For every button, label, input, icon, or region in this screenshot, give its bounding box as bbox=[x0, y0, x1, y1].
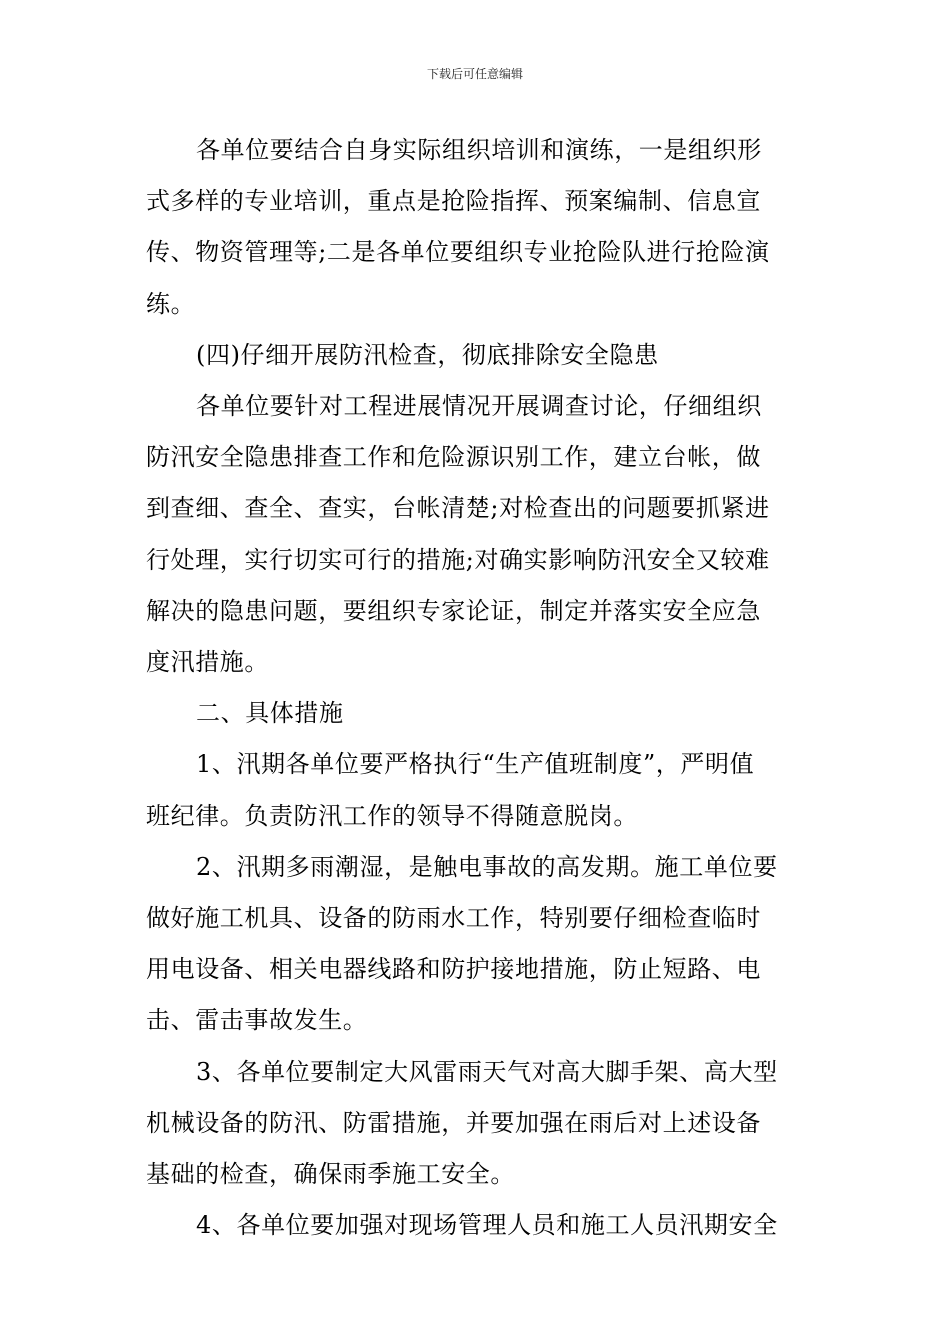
text-line: 各单位要针对工程进展情况开展调查讨论，仔细组织 bbox=[196, 392, 762, 421]
paragraph bbox=[146, 381, 810, 688]
text-line: 解决的隐患问题，要组织专家论证，制定并落实安全应急 bbox=[146, 596, 761, 625]
text-line: 到查细、查全、查实，台帐清楚;对检查出的问题要抓紧进 bbox=[146, 494, 770, 523]
text-line: 二、具体措施 bbox=[196, 699, 344, 728]
section-heading bbox=[146, 330, 810, 381]
list-item bbox=[146, 842, 810, 1047]
text-line: 机械设备的防汛、防雷措施，并要加强在雨后对上述设备 bbox=[146, 1108, 761, 1137]
text-line: 1、汛期各单位要严格执行“生产值班制度”，严明值 bbox=[196, 750, 755, 779]
text-line: 做好施工机具、设备的防雨水工作，特别要仔细检查临时 bbox=[146, 904, 761, 933]
text-line: 各单位要结合自身实际组织培训和演练，一是组织形 bbox=[196, 136, 762, 164]
text-line: 2、汛期多雨潮湿，是触电事故的高发期。施工单位要 bbox=[196, 852, 778, 881]
text-line: 练。 bbox=[146, 289, 196, 318]
text-line: 3、各单位要制定大风雷雨天气对高大脚手架、高大型 bbox=[196, 1057, 778, 1086]
text-line: 4、各单位要加强对现场管理人员和施工人员汛期安全 bbox=[196, 1211, 778, 1240]
page-header: 下载后可任意编辑 bbox=[426, 67, 523, 81]
list-item bbox=[146, 1047, 810, 1201]
text-line: 用电设备、相关电器线路和防护接地措施，防止短路、电 bbox=[146, 955, 761, 984]
text-line: 行处理，实行切实可行的措施;对确实影响防汛安全又较难 bbox=[146, 545, 770, 574]
text-line: 传、物资管理等;二是各单位要组织专业抢险队进行抢险演 bbox=[146, 238, 770, 267]
list-item bbox=[146, 1200, 810, 1251]
text-line: (四)仔细开展防汛检查，彻底排除安全隐患 bbox=[196, 340, 659, 369]
paragraph bbox=[146, 125, 810, 330]
text-line: 班纪律。负责防汛工作的领导不得随意脱岗。 bbox=[146, 801, 638, 830]
text-line: 基础的检查，确保雨季施工安全。 bbox=[146, 1160, 515, 1189]
text-line: 击、雷击事故发生。 bbox=[146, 1006, 368, 1035]
text-line: 式多样的专业培训，重点是抢险指挥、预案编制、信息宣 bbox=[146, 187, 761, 216]
list-item bbox=[146, 739, 810, 841]
text-line: 防汛安全隐患排查工作和危险源识别工作，建立台帐，做 bbox=[146, 443, 761, 472]
document-body bbox=[146, 125, 810, 1251]
text-line: 度汛措施。 bbox=[146, 648, 269, 677]
section-heading bbox=[146, 688, 810, 739]
